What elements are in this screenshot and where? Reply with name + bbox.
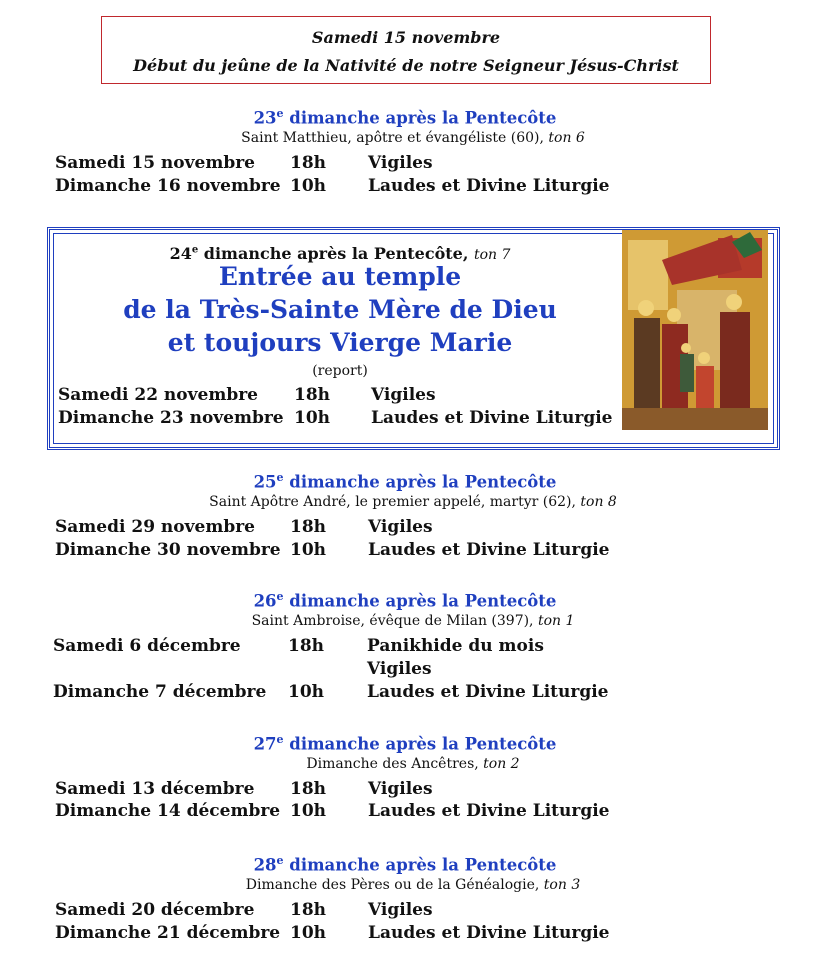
- section-title: 27e dimanche après la Pentecôte: [253, 733, 557, 754]
- notice-date: Samedi 15 novembre: [311, 28, 501, 47]
- row-day: Samedi 15 novembre: [55, 153, 255, 173]
- notice-fast: Début du jeûne de la Nativité de notre Seigneur Jésus-Christ: [133, 56, 679, 75]
- row-day: Dimanche 16 novembre: [55, 176, 281, 196]
- section-title: 23e dimanche après la Pentecôte: [253, 107, 557, 128]
- section-title: 26e dimanche après la Pentecôte: [253, 590, 557, 611]
- section-subtitle: Dimanche des Pères ou de la Généalogie, ton 3: [245, 877, 581, 893]
- row-day: Samedi 29 novembre: [55, 517, 255, 537]
- row-time: 10h: [290, 801, 327, 821]
- section-subtitle: Dimanche des Ancêtres, ton 2: [306, 756, 520, 772]
- section-subtitle: Saint Matthieu, apôtre et évangéliste (60), ton 6: [241, 130, 585, 146]
- row-time: 18h: [290, 900, 327, 920]
- row-service: Vigiles: [368, 779, 433, 799]
- row-service: Laudes et Divine Liturgie: [368, 923, 610, 943]
- row-day: Dimanche 21 décembre: [55, 923, 281, 943]
- section-subtitle: Saint Apôtre André, le premier appelé, martyr (62), ton 8: [209, 494, 617, 510]
- feast-title-line3: et toujours Vierge Marie: [167, 328, 513, 357]
- row-service: Laudes et Divine Liturgie: [368, 540, 610, 560]
- presentation-of-theotokos-icon: [622, 230, 768, 430]
- row-day: Samedi 20 décembre: [55, 900, 255, 920]
- row-service: Laudes et Divine Liturgie: [368, 801, 610, 821]
- section-subtitle: Saint Ambroise, évêque de Milan (397), ton 1: [251, 613, 575, 629]
- section-title: 28e dimanche après la Pentecôte: [253, 854, 557, 875]
- row-service: Vigiles: [368, 153, 433, 173]
- row-day: Samedi 22 novembre: [58, 385, 258, 405]
- row-day: Dimanche 7 décembre: [53, 682, 267, 702]
- row-time: 18h: [290, 779, 327, 799]
- row-time: 18h: [288, 636, 325, 656]
- row-day: Dimanche 30 novembre: [55, 540, 281, 560]
- row-time: 10h: [290, 923, 327, 943]
- row-day: Samedi 13 décembre: [55, 779, 255, 799]
- row-service: Laudes et Divine Liturgie: [368, 176, 610, 196]
- row-time: 10h: [290, 176, 327, 196]
- row-time: 10h: [290, 540, 327, 560]
- feast-title-line1: Entrée au temple: [218, 262, 462, 291]
- feast-sunday-title: 24e dimanche après la Pentecôte, ton 7: [169, 244, 511, 263]
- row-time: 10h: [288, 682, 325, 702]
- row-service: Vigiles: [368, 900, 433, 920]
- row-service: Vigiles: [368, 517, 433, 537]
- section-title: 25e dimanche après la Pentecôte: [253, 471, 557, 492]
- row-service: Laudes et Divine Liturgie: [367, 682, 609, 702]
- row-service: Vigiles: [371, 385, 436, 405]
- row-time: 18h: [290, 517, 327, 537]
- row-time: 18h: [294, 385, 331, 405]
- notice-box: [101, 16, 711, 84]
- row-day: Dimanche 14 décembre: [55, 801, 281, 821]
- row-time: 10h: [294, 408, 331, 428]
- row-day: Samedi 6 décembre: [53, 636, 241, 656]
- feast-title-line2: de la Très-Sainte Mère de Dieu: [123, 295, 557, 324]
- row-service-2: Vigiles: [367, 659, 432, 679]
- row-service: Panikhide du mois: [367, 636, 544, 656]
- feast-report: (report): [312, 363, 368, 379]
- row-time: 18h: [290, 153, 327, 173]
- row-service: Laudes et Divine Liturgie: [371, 408, 613, 428]
- row-day: Dimanche 23 novembre: [58, 408, 284, 428]
